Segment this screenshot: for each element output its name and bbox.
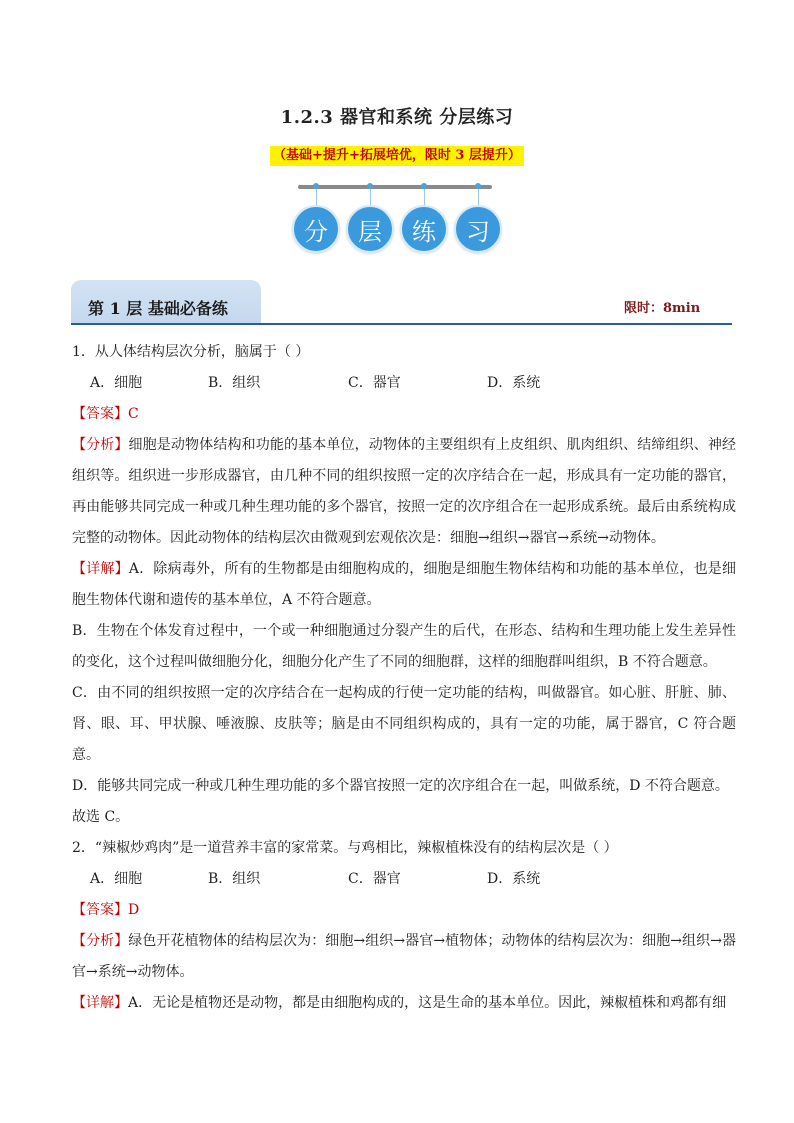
badge-hanger-bar	[298, 185, 492, 189]
answer-tag: 【答案】	[72, 406, 128, 422]
q1-detail-a	[72, 554, 736, 616]
badge-ceng: 层	[346, 205, 394, 253]
q1-detail-d: D．能够共同完成一种或几种生理功能的多个器官按照一定的次序组合在一起，叫做系统，D 不符合题意。	[72, 778, 729, 794]
section-divider	[71, 323, 732, 325]
section-title: 第 1 层 基础必备练	[88, 299, 228, 318]
answer-value: D	[128, 902, 140, 918]
question-2-stem: 2．“辣椒炒鸡肉”是一道营养丰富的家常菜。与鸡相比，辣椒植株没有的结构层次是（ ）	[72, 840, 618, 856]
q1-detail-b: B．生物在个体发育过程中，一个或一种细胞通过分裂产生的后代，在形态、结构和生理功能上发生差异性的变化，这个过程叫做细胞分化，细胞分化产生了不同的细胞群，这样的细胞群叫组织，B 不符合题意。	[72, 623, 736, 670]
question-1-options	[72, 368, 736, 399]
q1-option-a: A．细胞	[90, 375, 143, 391]
detail-tag: 【详解】	[72, 561, 129, 577]
detail-text: A．无论是植物还是动物，都是由细胞构成的，这是生命的基本单位。因此，辣椒植株和鸡都有细	[128, 995, 727, 1011]
analysis-text: 绿色开花植物体的结构层次为：细胞→组织→器官→植物体；动物体的结构层次为：细胞→组织→器官→系统→动物体。	[72, 933, 737, 980]
badge-lian: 练	[400, 205, 448, 253]
badge-xi: 习	[454, 205, 502, 253]
q2-option-a: A．细胞	[90, 871, 143, 887]
answer-value: C	[128, 406, 139, 422]
detail-text: A．除病毒外，所有的生物都是由细胞构成的，细胞是细胞生物体结构和功能的基本单位，也是细胞生物体代谢和遗传的基本单位，A 不符合题意。	[72, 561, 737, 608]
analysis-text: 细胞是动物体结构和功能的基本单位，动物体的主要组织有上皮组织、肌肉组织、结缔组织、神经组织等。组织进一步形成器官，由几种不同的组织按照一定的次序结合在一起，形成具有一定功能的器官，再由能够共同完成一种或几种生理功能的多个器官，按照一定的次序组合在一起形成系统。最后由系统构成完整的动物体。因此动物体的结构层次由微观到宏观依次是：细胞→组织→器官→系统→动物体。	[72, 437, 737, 546]
analysis-tag: 【分析】	[72, 437, 129, 453]
page-title: 1.2.3 器官和系统 分层练习	[280, 107, 514, 128]
q2-answer	[72, 895, 736, 926]
q1-option-d: D．系统	[487, 375, 541, 391]
q1-option-c: C．器官	[348, 375, 401, 391]
badge-fen: 分	[292, 205, 340, 253]
q2-analysis	[72, 926, 736, 988]
page-subtitle: （基础+提升+拓展培优，限时 3 层提升）	[270, 146, 524, 166]
q2-option-b: B．组织	[208, 871, 261, 887]
q2-option-d: D．系统	[487, 871, 541, 887]
q2-detail-a	[72, 988, 736, 1019]
q1-conclusion: 故选 C。	[72, 809, 130, 825]
q1-detail-c: C．由不同的组织按照一定的次序结合在一起构成的行使一定功能的结构，叫做器官。如心脏、肝脏、肺、肾、眼、耳、甲状腺、唾液腺、皮肤等；脑是由不同组织构成的，具有一定的功能，属于器官，C 符合题意。	[72, 685, 736, 763]
q2-option-c: C．器官	[348, 871, 401, 887]
hanger-string	[370, 189, 371, 205]
hanger-string	[424, 189, 425, 205]
question-content	[72, 337, 736, 1019]
detail-tag: 【详解】	[72, 995, 128, 1011]
question-2-options	[72, 864, 736, 895]
q1-answer	[72, 399, 736, 430]
q1-option-b: B．组织	[208, 375, 261, 391]
analysis-tag: 【分析】	[72, 933, 129, 949]
q1-analysis	[72, 430, 736, 554]
hanger-string	[478, 189, 479, 205]
time-limit: 限时：8min	[624, 301, 701, 316]
question-1-stem: 1．从人体结构层次分析，脑属于（ ）	[72, 344, 310, 360]
answer-tag: 【答案】	[72, 902, 128, 918]
hanger-string	[316, 189, 317, 205]
